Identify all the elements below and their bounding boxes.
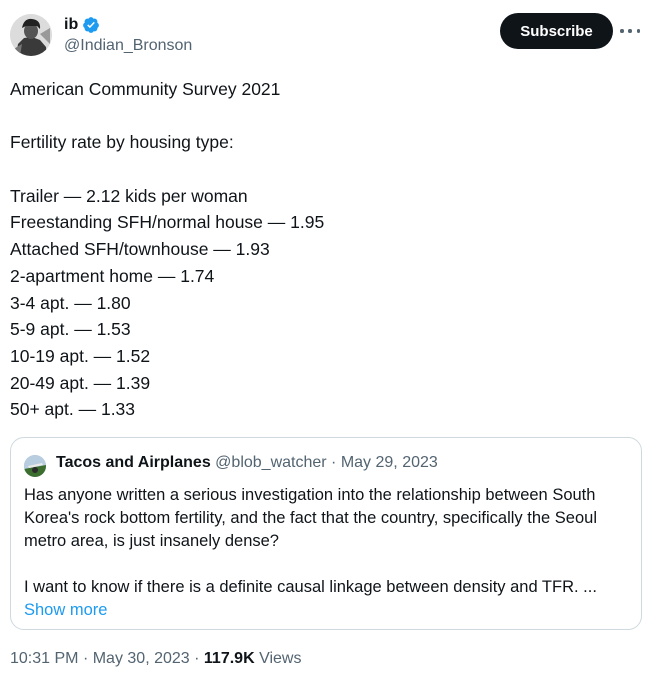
more-dot <box>620 29 624 33</box>
subscribe-button[interactable]: Subscribe <box>500 13 613 49</box>
more-dot <box>628 29 632 33</box>
quoted-text <box>24 484 634 622</box>
views-label: Views <box>259 650 302 667</box>
tweet-list-item: 50+ apt. — 1.33 <box>10 399 136 420</box>
tweet-list-item: 10-19 apt. — 1.52 <box>10 346 151 366</box>
tweet-text <box>10 76 630 423</box>
more-dot <box>637 29 641 33</box>
quoted-date[interactable]: May 29, 2023 <box>340 454 438 471</box>
avatar-image <box>10 14 52 56</box>
tweet-meta <box>10 650 301 668</box>
quoted-paragraph: I want to know if there is a definite causal linkage between density and TFR. ... <box>24 578 597 596</box>
tweet-date[interactable]: May 30, 2023 <box>92 650 190 667</box>
quoted-avatar[interactable] <box>24 455 46 477</box>
tweet-list-item: 3-4 apt. — 1.80 <box>10 292 131 313</box>
tweet-subtitle-line: Fertility rate by housing type: <box>10 132 234 153</box>
quoted-handle[interactable]: @blob_watcher <box>215 454 327 471</box>
author-handle[interactable]: @Indian_Bronson <box>64 37 193 54</box>
tweet-title-line: American Community Survey 2021 <box>10 79 281 99</box>
quoted-header <box>56 454 438 472</box>
author-display-name[interactable]: ib <box>64 16 79 33</box>
views-count[interactable]: 117.9K <box>203 650 255 667</box>
author-name-row[interactable] <box>64 14 100 36</box>
tweet-list-item: 5-9 apt. — 1.53 <box>10 319 131 340</box>
more-horizontal-icon[interactable] <box>620 22 640 40</box>
quoted-separator: · <box>331 454 337 471</box>
quoted-tweet[interactable] <box>10 437 642 630</box>
tweet-list-item: Trailer — 2.12 kids per woman <box>10 185 248 206</box>
meta-separator: · <box>82 650 89 667</box>
tweet-list-item: Freestanding SFH/normal house — 1.95 <box>10 212 325 233</box>
quoted-display-name[interactable]: Tacos and Airplanes <box>56 454 211 471</box>
tweet-list-item: 20-49 apt. — 1.39 <box>10 372 151 393</box>
tweet-list-item: 2-apartment home — 1.74 <box>10 265 215 286</box>
verified-badge-icon <box>82 16 100 34</box>
tweet-time[interactable]: 10:31 PM <box>10 650 79 667</box>
meta-separator: · <box>194 650 200 667</box>
avatar[interactable] <box>10 14 52 56</box>
show-more-link[interactable]: Show more <box>24 601 108 619</box>
quoted-avatar-image <box>24 455 46 477</box>
tweet-list-item: Attached SFH/townhouse — 1.93 <box>10 239 270 260</box>
quoted-paragraph: Has anyone written a serious investigation into the relationship between South Korea's rock bottom fertility, and the fact that the country, specifically the Seoul metro area, is just insanely dense? <box>24 486 597 550</box>
